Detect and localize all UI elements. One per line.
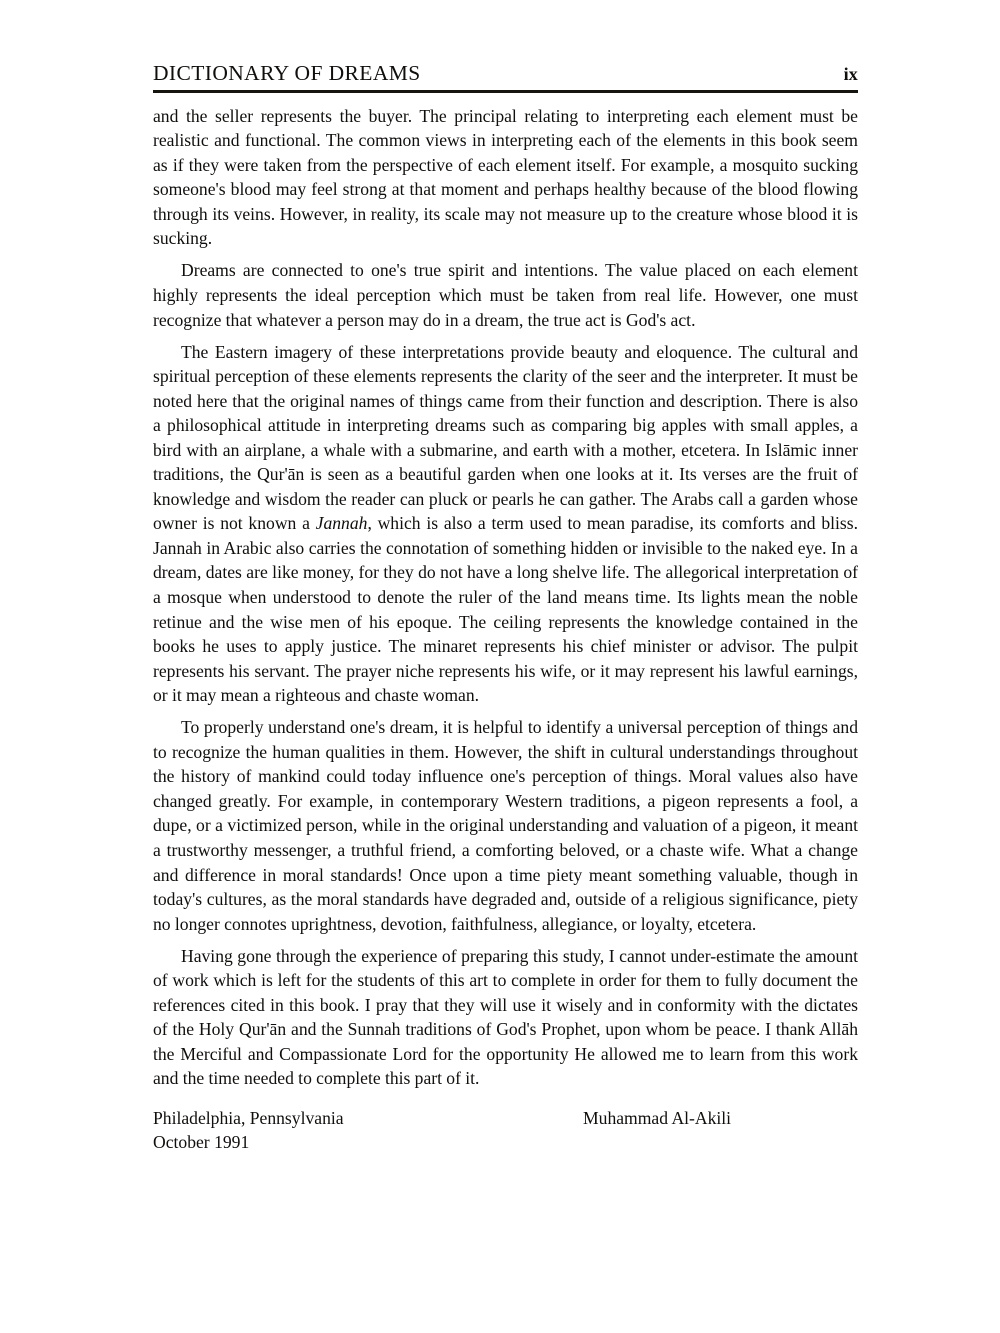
colophon-line-date — [153, 1130, 858, 1155]
header-rule — [153, 90, 858, 93]
colophon-date: October 1991 — [153, 1132, 250, 1153]
page-number: ix — [843, 64, 858, 84]
paragraph: Having gone through the experience of preparing this study, I cannot under-estimate the amount of work which is left for the students of this art to complete in order for them to fully document the references cited in this book. I pray that they will use it wisely and in conformity with the dictates of the Holy Qur'ān and the Sunnah traditions of God's Prophet, upon whom be peace. I thank Allāh the Merciful and Compassionate Lord for the opportunity He allowed me to learn from this work and the time needed to complete this part of it. — [153, 945, 858, 1089]
italic-term: Jannah — [315, 513, 368, 534]
paragraph: and the seller represents the buyer. The principal relating to interpreting each element must be realistic and functional. The common views in interpreting each of the elements in this book seem as if they were taken from the perspective of each element itself. For example, a mosquito sucking someone's blood may feel strong at that moment and perhaps healthy because of the blood flowing through its veins. However, in reality, its scale may not measure up to the creature whose blood it is sucking. — [153, 105, 858, 249]
page-content — [153, 62, 858, 1155]
colophon-place: Philadelphia, Pennsylvania — [153, 1107, 344, 1128]
colophon — [153, 1106, 858, 1155]
paragraph: To properly understand one's dream, it is helpful to identify a universal perception of things and to recognize the human qualities in them. However, the shift in cultural understandings throughout the history of mankind could today influence one's perception of things. Moral values also have changed greatly. For example, in contemporary Western traditions, a pigeon represents a fool, a dupe, or a victimized person, while in the original understanding and valuation of a pigeon, it meant a trustworthy messenger, a truthful friend, a comforting beloved, or a chaste wife. What a change and difference in moral standards! Once upon a time piety meant something valuable, though in today's cultures, as the moral standards have degraded and, outside of a religious significance, piety no longer connotes uprightness, devotion, faithfulness, allegiance, or loyalty, etcetera. — [153, 717, 858, 934]
colophon-author: Muhammad Al-Akili — [583, 1107, 732, 1128]
paragraph: The Eastern imagery of these interpretations provide beauty and eloquence. The cultural and spiritual perception of these elements represents the clarity of the seer and the interpreter. It must be noted here that the original names of things came from their function and description. There is also a philosophical attitude in interpreting dreams such as comparing big apples with small apples, a bird with an airplane, a whale with a submarine, and earth with a mother, etcetera. In Islāmic inner traditions, the Qur'ān is seen as a beautiful garden when one looks at it. Its verses are the fruit of knowledge and wisdom the reader can pluck or pearls he can gather. The Arabs call a garden whose owner is not known a Jannah, which is also a term used to mean paradise, its comforts and bliss. Jannah in Arabic also carries the connotation of something hidden or invisible to the naked eye. In a dream, dates are like money, for they do not have a long shelve life. The allegorical interpretation of a mosque when understood to denote the ruler of the land means time. Its lights mean the noble retinue and the wise men of his epoque. The ceiling represents the knowledge contained in the books he uses to apply justice. The minaret represents his chief minister or advisor. The pulpit represents his servant. The prayer niche represents his wife, or it may represent his lawful earnings, or it may mean a righteous and chaste woman. — [153, 341, 858, 706]
running-head — [153, 62, 858, 90]
colophon-line-place — [153, 1106, 858, 1131]
body-text — [153, 104, 858, 1091]
paragraph: Dreams are connected to one's true spirit and intentions. The value placed on each element highly represents the ideal perception which must be taken from real life. However, one must recognize that whatever a person may do in a dream, the true act is God's act. — [153, 260, 858, 330]
running-head-title: DICTIONARY OF DREAMS — [153, 61, 421, 85]
